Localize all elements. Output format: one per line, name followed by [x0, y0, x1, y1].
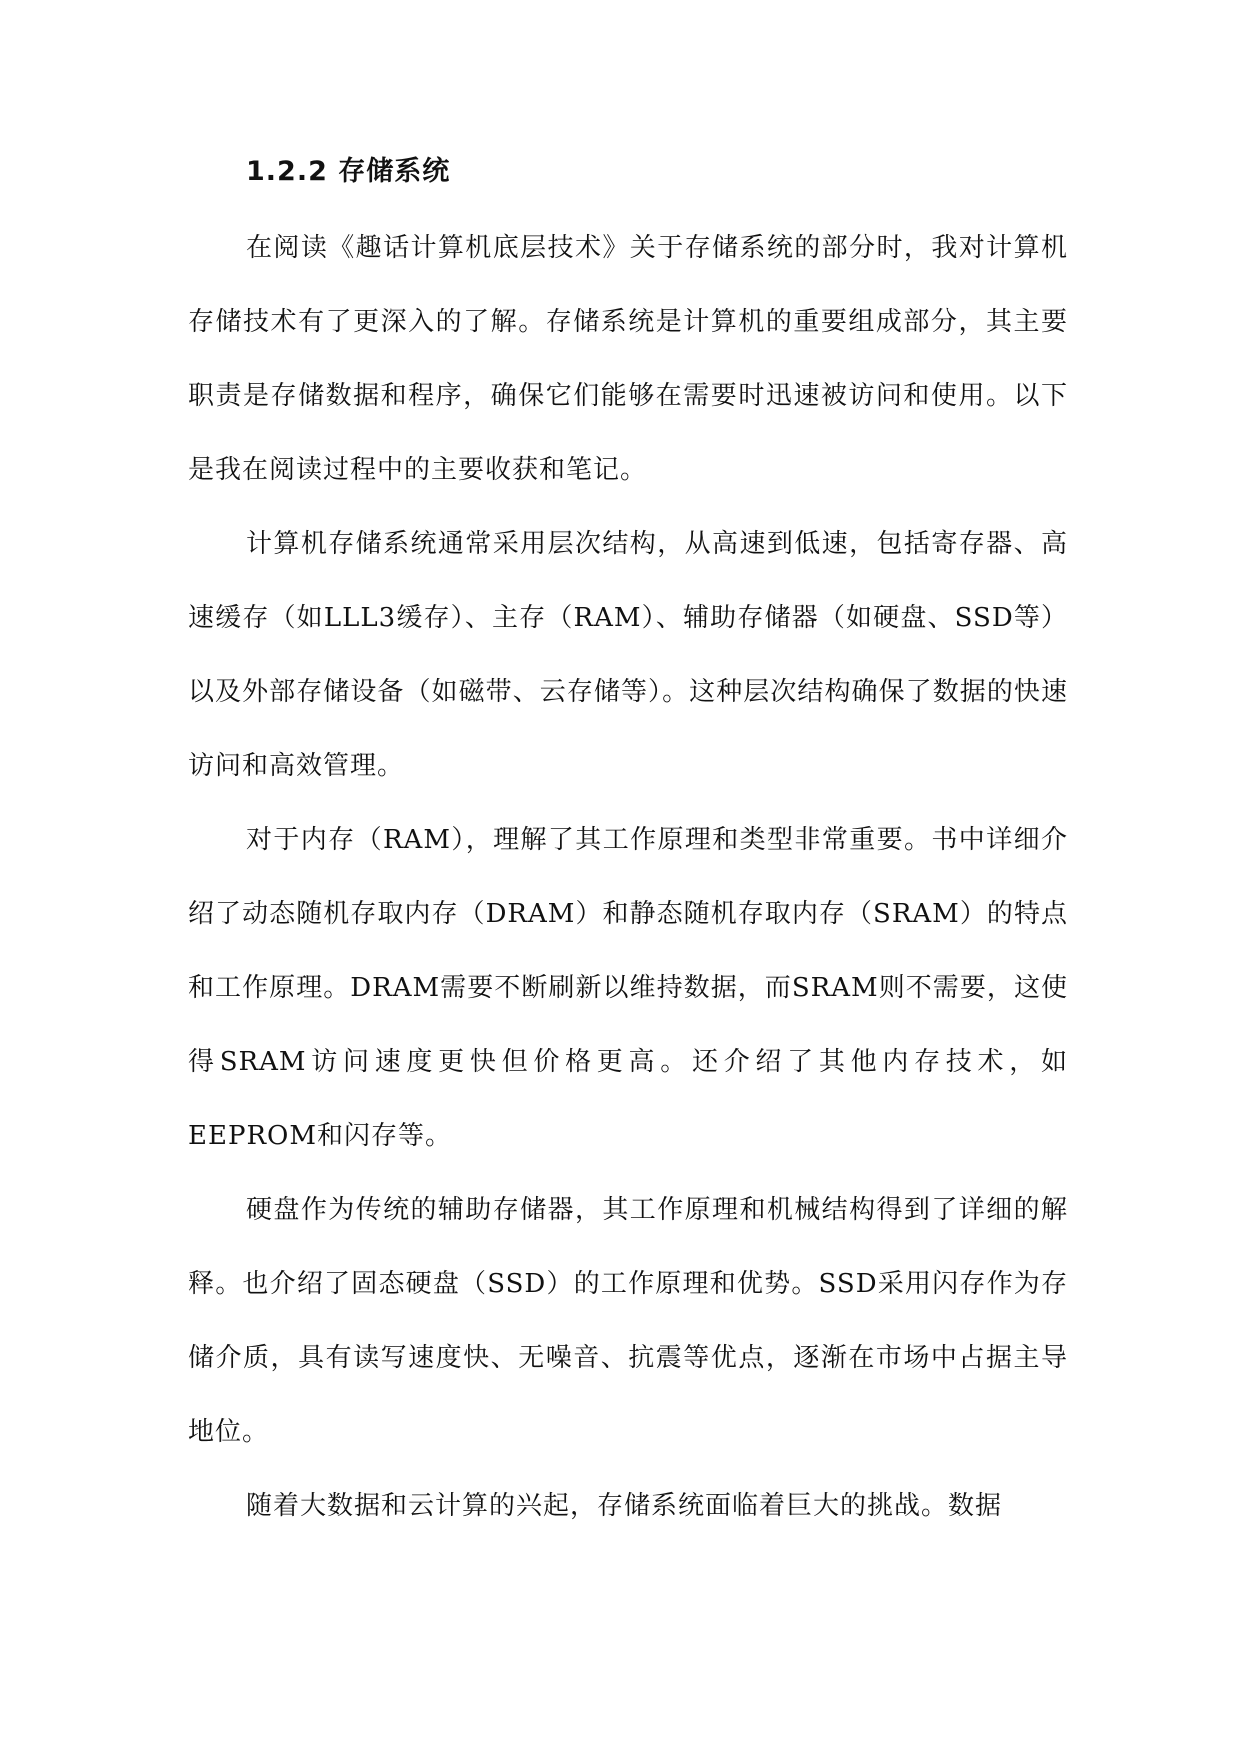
paragraph-4: 硬盘作为传统的辅助存储器，其工作原理和机械结构得到了详细的解释。也介绍了固态硬盘（SSD）的工作原理和优势。SSD采用闪存作为存储介质，具有读写速度快、无噪音、抗震等优点，逐渐在市场中占据主导地位。: [188, 1195, 1068, 1447]
paragraph-1: 在阅读《趣话计算机底层技术》关于存储系统的部分时，我对计算机存储技术有了更深入的了解。存储系统是计算机的重要组成部分，其主要职责是存储数据和程序，确保它们能够在需要时迅速被访问和使用。以下是我在阅读过程中的主要收获和笔记。: [188, 233, 1068, 485]
body-text: [188, 211, 1068, 1543]
paragraph-2: 计算机存储系统通常采用层次结构，从高速到低速，包括寄存器、高速缓存（如LLL3缓存）、主存（RAM）、辅助存储器（如硬盘、SSD等）以及外部存储设备（如磁带、云存储等）。这种层次结构确保了数据的快速访问和高效管理。: [188, 529, 1068, 781]
paragraph-5: 随着大数据和云计算的兴起，存储系统面临着巨大的挑战。数据: [246, 1491, 1003, 1521]
paragraph-3: 对于内存（RAM），理解了其工作原理和类型非常重要。书中详细介绍了动态随机存取内存（DRAM）和静态随机存取内存（SRAM）的特点和工作原理。DRAM需要不断刷新以维持数据，而SRAM则不需要，这使得SRAM访问速度更快但价格更高。还介绍了其他内存技术，如EEPROM和闪存等。: [188, 825, 1068, 1151]
section-heading: 1.2.2 存储系统: [246, 156, 451, 187]
